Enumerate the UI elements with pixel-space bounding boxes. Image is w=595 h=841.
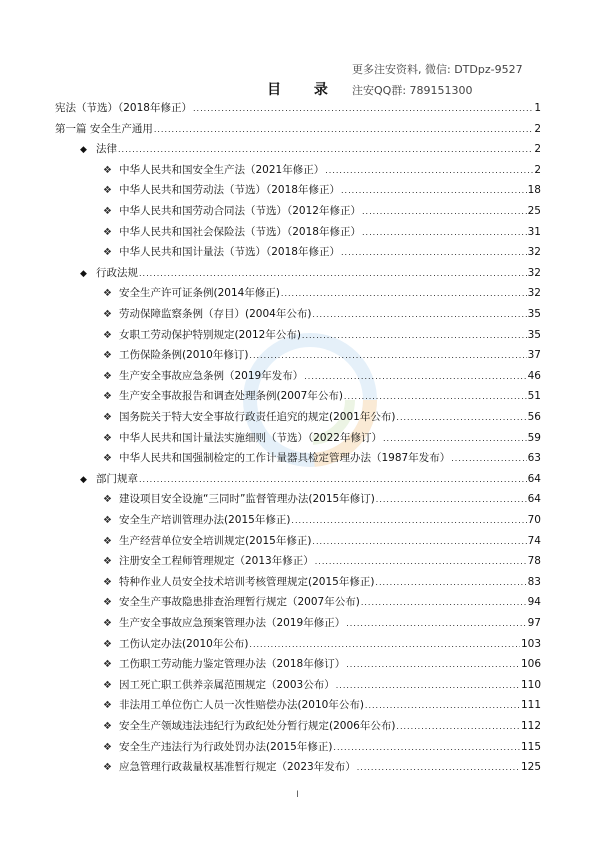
toc-entry-label: 生产安全事故报告和调查处理条例(2007年公布) — [119, 390, 343, 403]
ornament-bullet-icon: ❖ — [103, 762, 112, 774]
ornament-bullet-icon: ❖ — [103, 556, 112, 568]
ornament-bullet-icon: ❖ — [103, 412, 112, 423]
toc-entry-label: 工伤职工劳动能力鉴定管理办法（2018年修订） — [119, 658, 346, 671]
toc-entry-label: 工伤认定办法(2010年公布) — [119, 637, 249, 650]
dot-leader — [362, 226, 527, 240]
dot-leader — [336, 679, 520, 693]
dot-leader — [154, 123, 533, 137]
ornament-bullet-icon: ❖ — [103, 329, 112, 341]
toc-entry-page: 25 — [527, 205, 541, 217]
dot-leader — [139, 473, 527, 487]
toc-entry[interactable] — [103, 678, 541, 692]
toc-entry[interactable] — [103, 554, 541, 568]
toc-entry[interactable] — [103, 740, 541, 754]
dot-leader — [312, 308, 526, 322]
toc-entry[interactable] — [103, 657, 541, 671]
toc-entry[interactable] — [103, 307, 541, 321]
diamond-bullet-icon: ◆ — [80, 145, 87, 156]
toc-entry-page: 56 — [527, 411, 541, 423]
ornament-bullet-icon: ❖ — [103, 391, 112, 403]
toc-entry-page: 32 — [527, 246, 541, 259]
toc-entry-label: 生产安全事故应急预案管理办法（2019年修正） — [119, 617, 346, 629]
dot-leader — [302, 329, 527, 343]
toc-entry[interactable] — [103, 204, 541, 218]
toc-entry-label: 生产安全事故应急条例（2019年发布） — [119, 369, 304, 382]
toc-entry-page: 1 — [534, 102, 541, 114]
ornament-bullet-icon: ❖ — [103, 721, 112, 732]
dot-leader — [139, 267, 527, 281]
toc-entry-page: 32 — [527, 266, 541, 279]
toc-entry[interactable] — [103, 225, 541, 239]
toc-entry-page: 64 — [527, 493, 541, 506]
dot-leader — [281, 287, 527, 301]
toc-entry-page: 115 — [520, 740, 541, 753]
toc-entry[interactable] — [55, 101, 541, 115]
toc-entry-label: 宪法（节选）（2018年修正） — [55, 102, 192, 114]
toc-entry-page: 18 — [527, 184, 541, 197]
toc-entry-label: 非法用工单位伤亡人员一次性赔偿办法(2010年公布) — [119, 699, 364, 712]
toc-entry-label: 安全生产许可证条例(2014年修正) — [119, 287, 280, 300]
toc-entry[interactable] — [103, 575, 541, 589]
toc-entry[interactable] — [103, 431, 541, 445]
dot-leader — [304, 370, 526, 384]
dot-leader — [118, 143, 533, 157]
dot-leader — [357, 761, 520, 775]
ornament-bullet-icon: ❖ — [103, 700, 112, 712]
header-note-qq: 注安QQ群: 789151300 — [352, 84, 473, 97]
page-title: 目 录 — [267, 82, 342, 98]
dot-leader — [346, 617, 526, 631]
ornament-bullet-icon: ❖ — [103, 494, 112, 506]
toc-entry[interactable] — [103, 163, 541, 177]
ornament-bullet-icon: ❖ — [103, 370, 112, 382]
dot-leader — [362, 205, 527, 219]
toc-entry-page: 37 — [527, 349, 541, 362]
toc-entry[interactable] — [103, 698, 541, 712]
toc-entry-page: 64 — [527, 472, 541, 485]
ornament-bullet-icon: ❖ — [103, 515, 112, 526]
toc-entry[interactable] — [80, 266, 541, 280]
toc-entry-page: 125 — [520, 761, 541, 774]
toc-entry-page: 63 — [527, 452, 541, 465]
ornament-bullet-icon: ❖ — [103, 576, 112, 588]
dot-leader — [451, 452, 526, 466]
ornament-bullet-icon: ❖ — [103, 659, 112, 671]
ornament-bullet-icon: ❖ — [103, 247, 112, 259]
toc-entry-label: 部门规章 — [96, 472, 138, 485]
toc-entry[interactable] — [103, 286, 541, 300]
ornament-bullet-icon: ❖ — [103, 309, 112, 320]
dot-leader — [383, 432, 527, 446]
diamond-bullet-icon: ◆ — [80, 474, 87, 485]
toc-entry-label: 女职工劳动保护特别规定(2012年公布) — [119, 328, 301, 341]
ornament-bullet-icon: ❖ — [103, 618, 112, 629]
toc-entry-label: 行政法规 — [96, 266, 138, 279]
toc-entry-page: 78 — [527, 555, 541, 568]
toc-entry-label: 特种作业人员安全技术培训考核管理规定(2015年修正) — [119, 575, 375, 588]
ornament-bullet-icon: ❖ — [103, 597, 112, 609]
ornament-bullet-icon: ❖ — [103, 164, 112, 176]
toc-entry-label: 注册安全工程师管理规定（2013年修正） — [119, 555, 314, 568]
toc-entry-label: 中华人民共和国计量法实施细则（节选）（2022年修订） — [119, 431, 382, 444]
page-number: I — [296, 790, 299, 800]
toc-entry-label: 安全生产培训管理办法(2015年修正) — [119, 514, 291, 526]
toc-entry[interactable] — [103, 637, 541, 651]
toc-entry-label: 应急管理行政裁量权基准暂行规定（2023年发布） — [119, 761, 356, 774]
toc-entry-page: 103 — [520, 637, 541, 650]
toc-entry-page: 46 — [527, 369, 541, 382]
ornament-bullet-icon: ❖ — [103, 432, 112, 444]
dot-leader — [325, 164, 533, 178]
toc-entry[interactable] — [103, 328, 541, 342]
toc-entry-label: 劳动保障监察条例（存目）(2004年公布) — [119, 308, 312, 320]
toc-entry-page: 31 — [527, 225, 541, 238]
toc-entry-page: 112 — [520, 720, 541, 732]
toc-entry-label: 中华人民共和国强制检定的工作计量器具检定管理办法（1987年发布） — [119, 452, 451, 465]
toc-entry-label: 安全生产领域违法违纪行为政纪处分暂行规定(2006年公布) — [119, 720, 396, 732]
toc-entry-page: 2 — [534, 122, 541, 135]
dot-leader — [361, 596, 527, 610]
toc-entry-page: 70 — [527, 514, 541, 526]
toc-entry-label: 中华人民共和国社会保险法（节选）（2018年修正） — [119, 225, 361, 238]
dot-leader — [315, 555, 527, 569]
toc-entry-page: 35 — [527, 328, 541, 341]
ornament-bullet-icon: ❖ — [103, 206, 112, 217]
toc-entry[interactable] — [103, 719, 541, 733]
toc-entry[interactable] — [103, 348, 541, 362]
toc-entry-page: 97 — [527, 617, 541, 629]
diamond-bullet-icon: ◆ — [80, 268, 87, 279]
ornament-bullet-icon: ❖ — [103, 453, 112, 465]
dot-leader — [341, 246, 527, 260]
dot-leader — [376, 493, 527, 507]
dot-leader — [291, 514, 526, 528]
toc-entry[interactable] — [103, 369, 541, 383]
ornament-bullet-icon: ❖ — [103, 288, 112, 300]
toc-entry-label: 中华人民共和国安全生产法（2021年修正） — [119, 163, 325, 176]
toc-entry[interactable] — [103, 513, 541, 527]
toc-entry-page: 94 — [527, 596, 541, 609]
toc-entry-label: 生产经营单位安全培训规定(2015年修正) — [119, 534, 312, 547]
toc-entry-page: 111 — [520, 699, 541, 712]
toc-entry[interactable] — [55, 122, 541, 136]
toc-entry-page: 74 — [527, 534, 541, 547]
toc-entry-label: 中华人民共和国劳动法（节选）（2018年修正） — [119, 184, 340, 197]
toc-entry[interactable] — [103, 245, 541, 259]
toc-entry[interactable] — [103, 451, 541, 465]
toc-entry[interactable] — [103, 389, 541, 403]
toc-entry-page: 2 — [534, 163, 541, 176]
toc-entry[interactable] — [103, 595, 541, 609]
dot-leader — [193, 102, 533, 116]
dot-leader — [365, 699, 520, 713]
toc-entry[interactable] — [103, 534, 541, 548]
toc-entry-page: 2 — [534, 143, 541, 156]
toc-entry-page: 106 — [520, 658, 541, 671]
toc-entry[interactable] — [103, 492, 541, 506]
toc-entry-label: 安全生产违法行为行政处罚办法(2015年修正) — [119, 740, 333, 753]
toc-entry-page: 35 — [527, 308, 541, 320]
toc-entry-label: 因工死亡职工供养亲属范围规定（2003公布） — [119, 678, 335, 691]
dot-leader — [312, 535, 526, 549]
dot-leader — [341, 184, 527, 198]
dot-leader — [396, 720, 520, 734]
toc-entry-page: 83 — [527, 575, 541, 588]
toc-entry[interactable] — [80, 142, 541, 156]
toc-entry[interactable] — [103, 410, 541, 424]
toc-entry[interactable] — [80, 472, 541, 486]
toc-entry-label: 安全生产事故隐患排查治理暂行规定（2007年公布) — [119, 596, 360, 609]
toc-entry-label: 国务院关于特大安全事故行政责任追究的规定(2001年公布) — [119, 411, 396, 423]
toc-entry-label: 工伤保险条例(2010年修订) — [119, 349, 249, 362]
ornament-bullet-icon: ❖ — [103, 535, 112, 547]
dot-leader — [333, 741, 520, 755]
toc-entry-label: 建设项目安全设施“三同时”监督管理办法(2015年修订) — [119, 493, 375, 506]
toc-entry-label: 第一篇 安全生产通用 — [55, 122, 153, 135]
dot-leader — [249, 349, 526, 363]
ornament-bullet-icon: ❖ — [103, 185, 112, 197]
toc-entry-label: 中华人民共和国计量法（节选）（2018年修正） — [119, 246, 340, 259]
dot-leader — [375, 576, 526, 590]
ornament-bullet-icon: ❖ — [103, 226, 112, 238]
toc-entry[interactable] — [103, 616, 541, 630]
ornament-bullet-icon: ❖ — [103, 741, 112, 753]
toc-entry-label: 法律 — [96, 143, 117, 156]
ornament-bullet-icon: ❖ — [103, 350, 112, 362]
toc-entry-label: 中华人民共和国劳动合同法（节选）（2012年修正） — [119, 205, 361, 217]
toc-entry-page: 110 — [520, 678, 541, 691]
ornament-bullet-icon: ❖ — [103, 638, 112, 650]
toc-entry[interactable] — [103, 183, 541, 197]
toc-entry[interactable] — [103, 760, 541, 774]
header-note-wechat: 更多注安资料, 微信: DTDpz-9527 — [352, 63, 523, 76]
dot-leader — [396, 411, 526, 425]
toc-entry-page: 32 — [527, 287, 541, 300]
dot-leader — [249, 638, 520, 652]
toc-entry-page: 51 — [527, 390, 541, 403]
dot-leader — [346, 658, 520, 672]
dot-leader — [344, 390, 527, 404]
toc-entry-page: 59 — [527, 431, 541, 444]
ornament-bullet-icon: ❖ — [103, 679, 112, 691]
